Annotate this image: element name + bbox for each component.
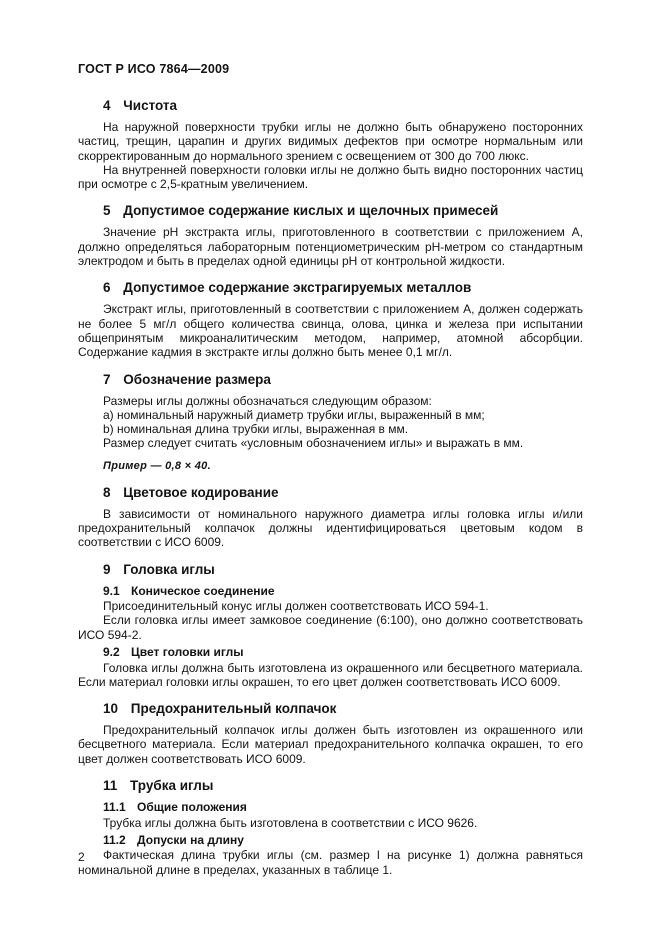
subsection-11-2-heading xyxy=(78,833,583,848)
section-number: 5 xyxy=(103,203,111,219)
section-colour-coding xyxy=(78,485,583,550)
section-title: Обозначение размера xyxy=(123,371,271,387)
subsection-number: 9.2 xyxy=(103,645,120,660)
section-title: Допустимое содержание экстрагируемых металлов xyxy=(123,280,472,296)
document-header xyxy=(78,62,583,77)
section-size-designation xyxy=(78,372,583,473)
section-number: 4 xyxy=(103,98,111,113)
section-protective-cap xyxy=(78,701,583,766)
section-5-heading xyxy=(78,203,583,219)
section-needle-hub xyxy=(78,562,583,689)
section-title: Допустимое содержание кислых и щелочных примесей xyxy=(123,203,499,219)
subsection-9-2-heading xyxy=(78,645,583,660)
paragraph: Головка иглы должна быть изготовлена из окрашенного или бесцветного материала. Если материал головки иглы окрашен, то его цвет должен соответствовать ИСО 6009. xyxy=(78,660,583,689)
section-title: Чистота xyxy=(123,98,178,113)
standard-designation: ГОСТ Р ИСО 7864—2009 xyxy=(78,62,230,76)
page-number: 2 xyxy=(78,850,85,864)
section-11-heading xyxy=(78,778,583,794)
section-title: Трубка иглы xyxy=(130,778,214,794)
section-number: 6 xyxy=(103,280,111,296)
section-acid-alkali-limits xyxy=(78,203,583,268)
section-4-heading xyxy=(78,98,583,114)
section-7-heading xyxy=(78,372,583,388)
section-title: Предохранительный колпачок xyxy=(130,701,337,717)
paragraph: Если головка иглы имеет замковое соединение (6:100), оно должно соответствовать ИСО 594-2. xyxy=(78,613,583,642)
list-item-a: a) номинальный наружный диаметр трубки иглы, выраженный в мм; xyxy=(103,407,485,422)
subsection-number: 11.2 xyxy=(103,832,126,847)
section-number: 11 xyxy=(103,778,118,794)
subsection-number: 9.1 xyxy=(103,583,120,598)
paragraph: Значение pH экстракта иглы, приготовленного в соответствии с приложением А, должно определяться лабораторным потенциометрическим pH-метром со стандартным электродом и быть в пределах одной единицы pH от контрольной жидкости. xyxy=(78,225,583,269)
paragraph: В зависимости от номинального наружного диаметра иглы головка иглы и/или предохранительный колпачок должны идентифицироваться цветовым кодом в соответствии с ИСО 6009. xyxy=(78,506,583,550)
paragraph: На внутренней поверхности головки иглы не должно быть видно посторонних частиц при осмотре с 2,5-кратным увеличением. xyxy=(78,162,583,192)
section-number: 7 xyxy=(103,371,111,387)
section-number: 9 xyxy=(103,561,111,577)
section-9-heading xyxy=(78,562,583,578)
subsection-11-1-heading xyxy=(78,800,583,815)
subsection-number: 11.1 xyxy=(103,800,126,815)
subsection-title: Коническое соединение xyxy=(131,583,275,598)
paragraph: Предохранительный колпачок иглы должен быть изготовлен из окрашенного или бесцветного материала. Если материал предохранительного колпачка окрашен, то его цвет должен соответствовать ИСО 6009. xyxy=(78,723,583,766)
section-needle-tube xyxy=(78,778,583,877)
section-number: 10 xyxy=(103,701,119,717)
section-number: 8 xyxy=(103,484,111,500)
subsection-title: Общие положения xyxy=(137,800,247,815)
paragraph: Размеры иглы должны обозначаться следующим образом: xyxy=(103,393,432,408)
paragraph: Размер следует считать «условным обозначением иглы» и выражать в мм. xyxy=(103,436,524,451)
subsection-title: Цвет головки иглы xyxy=(131,645,244,660)
paragraph: Экстракт иглы, приготовленный в соответствии с приложением А, должен содержать не более 5 мг/л общего количества свинца, олова, цинка и железа при испытании общепринятым микроаналитическим методом, например, атомной абсорбции. Содержание кадмия в экстракте иглы должно быть менее 0,1 мг/л. xyxy=(78,302,583,360)
subsection-title: Допуски на длину xyxy=(137,832,244,847)
paragraph: Трубка иглы должна быть изготовлена в соответствии с ИСО 9626. xyxy=(103,815,478,830)
section-title: Головка иглы xyxy=(123,561,215,577)
section-8-heading xyxy=(78,485,583,501)
paragraph: Присоединительный конус иглы должен соответствовать ИСО 594-1. xyxy=(103,599,489,614)
subsection-9-1-heading xyxy=(78,584,583,599)
paragraph: На наружной поверхности трубки иглы не должно быть обнаружено посторонних частиц, трещин, царапин и других видимых дефектов при осмотре нормальным или скорректированным до нормального зрением с освещением от 300 до 700 люкс. xyxy=(78,120,583,163)
section-6-heading xyxy=(78,280,583,296)
section-cleanliness xyxy=(78,98,583,191)
example-text: Пример — 0,8 × 40. xyxy=(103,459,211,472)
section-10-heading xyxy=(78,701,583,717)
section-title: Цветовое кодирование xyxy=(123,484,279,500)
paragraph: Фактическая длина трубки иглы (см. размер l на рисунке 1) должна равняться номинальной длине в пределах, указанных в таблице 1. xyxy=(78,848,583,877)
list-item-b: b) номинальная длина трубки иглы, выраженная в мм. xyxy=(103,422,409,437)
section-extractable-metals xyxy=(78,280,583,359)
